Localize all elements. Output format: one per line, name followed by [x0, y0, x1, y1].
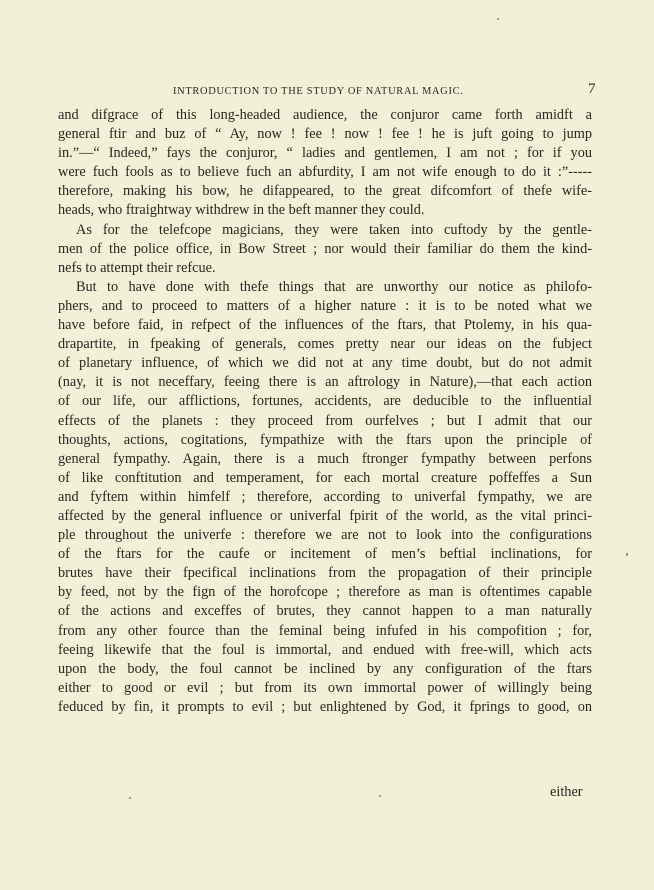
text-line: feduced by fin, it prompts to evil ; but enlightened by God, it fprings to good, on	[58, 698, 592, 715]
catchword: either	[550, 784, 583, 800]
ink-speck	[129, 797, 131, 799]
text-line: and difgrace of this long-headed audience, the conjuror came forth amidft a	[58, 107, 592, 123]
page-number: 7	[588, 81, 596, 97]
text-line: from any other fource than the feminal being infufed in his compofition ; for,	[58, 622, 592, 639]
text-line: brutes have their fpecifical inclinations from the propagation of their principle	[58, 565, 592, 582]
text-line: feeing likewife that the foul is immortal, and endued with free-will, which acts	[58, 641, 592, 658]
text-line: But to have done with thefe things that are unworthy our notice as philofo-	[76, 278, 592, 295]
text-line: drapartite, in fpeaking of generals, comes pretty near our ideas on the fubject	[58, 336, 592, 353]
text-line: general fympathy. Again, there is a much ftronger fympathy between perfons	[58, 450, 592, 467]
text-line: general ftir and buz of “ Ay, now ! fee ! now ! fee ! he is juft going to jump	[58, 126, 592, 143]
text-line: and fyftem within himfelf ; therefore, according to univerfal fympathy, we are	[58, 488, 592, 505]
text-line: As for the telefcope magicians, they were taken into cuftody by the gentle-	[76, 221, 592, 238]
text-line: of the ftars for the caufe or incitement of men’s beftial inclinations, for	[58, 546, 592, 563]
text-line: of planetary influence, of which we did not at any time doubt, but do not admit	[58, 355, 592, 372]
text-line: thoughts, actions, cogitations, fympathize with the ftars upon the principle of	[58, 431, 592, 448]
ink-speck	[379, 795, 381, 797]
text-line: effects of the planets : they proceed from ourfelves ; but I admit that our	[58, 412, 592, 429]
text-line: (nay, it is not neceffary, feeing there is an aftrology in Nature),—that each action	[58, 374, 592, 391]
text-line: of our life, our afflictions, fortunes, accidents, are deducible to the influential	[58, 393, 592, 410]
text-line: nefs to attempt their refcue.	[58, 259, 216, 276]
ink-speck	[497, 18, 499, 20]
text-line: of the actions and exceffes of brutes, they cannot happen to a man naturally	[58, 603, 592, 620]
text-line: men of the police office, in Bow Street ; nor would their familiar do them the kind-	[58, 240, 592, 257]
text-line: affected by the general influence or univerfal fpirit of the world, as the vital princi-	[58, 507, 592, 524]
text-line: by feed, not by the fign of the horofcope ; therefore as man is oftentimes capable	[58, 584, 592, 601]
text-line: have before faid, in refpect of the influences of the ftars, that Ptolemy, in his qua-	[58, 317, 592, 334]
text-line: ple throughout the univerfe : therefore we are not to look into the configurations	[58, 527, 592, 544]
page-header	[0, 81, 654, 104]
text-line: either to good or evil ; but from its own immortal power of willingly being	[58, 679, 592, 696]
text-line: in.”—“ Indeed,” fays the conjuror, “ ladies and gentlemen, I am not ; for if you	[58, 145, 592, 162]
text-line: therefore, making his bow, he difappeared, to the great difcomfort of thefe wife-	[58, 183, 592, 200]
text-line: upon the body, the foul cannot be inclined by any configuration of the ftars	[58, 660, 592, 677]
text-line: were fuch fools as to believe fuch an abfurdity, I am not wife enough to do it :”-----	[58, 164, 592, 181]
running-head: INTRODUCTION TO THE STUDY OF NATURAL MAGIC.	[173, 86, 464, 97]
text-line: heads, who ftraightway withdrew in the beft manner they could.	[58, 202, 425, 219]
text-line: of like conftitution and temperament, for each mortal creature poffeffes a Sun	[58, 469, 592, 486]
ink-speck	[626, 553, 628, 556]
text-line: phers, and to proceed to matters of a higher nature : it is to be noted what we	[58, 297, 592, 314]
body-text	[58, 106, 592, 717]
